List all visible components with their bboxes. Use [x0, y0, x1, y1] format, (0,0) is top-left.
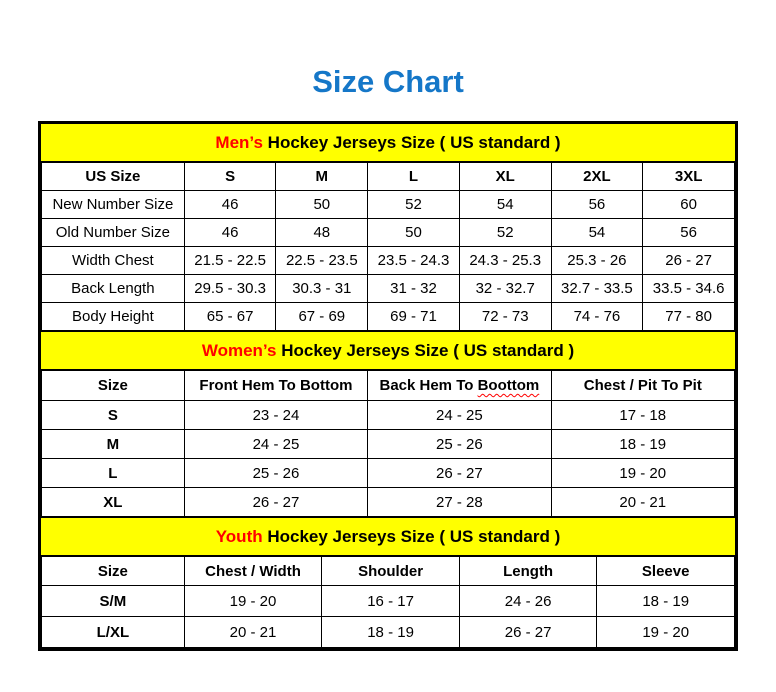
youth-size-table — [41, 556, 735, 648]
table-cell: 25 - 26 — [184, 459, 367, 488]
misspelled-word: Boottom — [477, 377, 540, 394]
column-header: Size — [42, 557, 185, 586]
table-cell: 31 - 32 — [368, 275, 460, 303]
table-row — [42, 459, 735, 488]
table-cell: 25 - 26 — [368, 430, 551, 459]
table-cell: 50 — [368, 219, 460, 247]
table-row — [42, 219, 735, 247]
table-row — [42, 247, 735, 275]
table-cell: 20 - 21 — [184, 617, 322, 648]
table-header-row — [42, 557, 735, 586]
row-label: Body Height — [42, 303, 185, 331]
youth-band-text: Hockey Jerseys Size ( US standard ) — [262, 527, 561, 546]
row-label: L — [42, 459, 185, 488]
table-row — [42, 488, 735, 517]
table-cell: 19 - 20 — [551, 459, 734, 488]
table-cell: 56 — [643, 219, 735, 247]
table-cell: 67 - 69 — [276, 303, 368, 331]
table-cell: 24 - 26 — [459, 586, 597, 617]
row-label: Back Length — [42, 275, 185, 303]
table-cell: 77 - 80 — [643, 303, 735, 331]
table-cell: 25.3 - 26 — [551, 247, 643, 275]
table-cell: 24 - 25 — [368, 401, 551, 430]
column-header: 2XL — [551, 163, 643, 191]
table-cell: 20 - 21 — [551, 488, 734, 517]
table-cell: 17 - 18 — [551, 401, 734, 430]
column-header-text: Back Hem To — [379, 377, 478, 394]
table-cell: 16 - 17 — [322, 586, 460, 617]
table-cell: 18 - 19 — [551, 430, 734, 459]
table-cell: 22.5 - 23.5 — [276, 247, 368, 275]
table-cell: 29.5 - 30.3 — [184, 275, 276, 303]
column-header: S — [184, 163, 276, 191]
table-cell: 24 - 25 — [184, 430, 367, 459]
table-cell: 54 — [551, 219, 643, 247]
column-header — [368, 371, 551, 401]
table-row — [42, 586, 735, 617]
row-label: S — [42, 401, 185, 430]
mens-band-text: Hockey Jerseys Size ( US standard ) — [262, 133, 561, 152]
table-cell: 74 - 76 — [551, 303, 643, 331]
table-cell: 26 - 27 — [368, 459, 551, 488]
table-cell: 24.3 - 25.3 — [459, 247, 551, 275]
size-chart-table — [38, 121, 738, 651]
row-label: S/M — [42, 586, 185, 617]
column-header: Chest / Width — [184, 557, 322, 586]
table-row — [42, 275, 735, 303]
column-header: 3XL — [643, 163, 735, 191]
column-header: US Size — [42, 163, 185, 191]
table-cell: 19 - 20 — [597, 617, 735, 648]
column-header: Size — [42, 371, 185, 401]
youth-band-accent: Youth — [215, 527, 263, 546]
row-label: Width Chest — [42, 247, 185, 275]
table-cell: 46 — [184, 219, 276, 247]
column-header: XL — [459, 163, 551, 191]
table-cell: 56 — [551, 191, 643, 219]
column-header: Sleeve — [597, 557, 735, 586]
table-cell: 48 — [276, 219, 368, 247]
row-label: XL — [42, 488, 185, 517]
table-cell: 18 - 19 — [322, 617, 460, 648]
table-cell: 26 - 27 — [643, 247, 735, 275]
table-cell: 72 - 73 — [459, 303, 551, 331]
youth-section-header — [41, 517, 735, 556]
table-cell: 19 - 20 — [184, 586, 322, 617]
table-row — [42, 617, 735, 648]
table-cell: 27 - 28 — [368, 488, 551, 517]
womens-section-header — [41, 331, 735, 370]
table-cell: 21.5 - 22.5 — [184, 247, 276, 275]
column-header: Chest / Pit To Pit — [551, 371, 734, 401]
table-row — [42, 191, 735, 219]
table-cell: 18 - 19 — [597, 586, 735, 617]
table-cell: 30.3 - 31 — [276, 275, 368, 303]
mens-section-header — [41, 124, 735, 162]
column-header: L — [368, 163, 460, 191]
table-cell: 60 — [643, 191, 735, 219]
table-cell: 23 - 24 — [184, 401, 367, 430]
row-label: Old Number Size — [42, 219, 185, 247]
table-cell: 32.7 - 33.5 — [551, 275, 643, 303]
table-row — [42, 430, 735, 459]
womens-band-accent: Women’s — [201, 341, 277, 360]
table-cell: 52 — [368, 191, 460, 219]
table-cell: 32 - 32.7 — [459, 275, 551, 303]
page-title: Size Chart — [312, 64, 464, 99]
mens-band-accent: Men’s — [215, 133, 263, 152]
row-label: New Number Size — [42, 191, 185, 219]
table-cell: 52 — [459, 219, 551, 247]
table-cell: 26 - 27 — [459, 617, 597, 648]
column-header: Length — [459, 557, 597, 586]
table-row — [42, 401, 735, 430]
womens-size-table — [41, 370, 735, 517]
table-cell: 46 — [184, 191, 276, 219]
womens-band-text: Hockey Jerseys Size ( US standard ) — [276, 341, 575, 360]
table-cell: 54 — [459, 191, 551, 219]
row-label: M — [42, 430, 185, 459]
table-cell: 23.5 - 24.3 — [368, 247, 460, 275]
mens-size-table — [41, 162, 735, 331]
table-cell: 33.5 - 34.6 — [643, 275, 735, 303]
table-cell: 69 - 71 — [368, 303, 460, 331]
row-label: L/XL — [42, 617, 185, 648]
column-header: M — [276, 163, 368, 191]
table-cell: 65 - 67 — [184, 303, 276, 331]
table-row — [42, 303, 735, 331]
table-cell: 26 - 27 — [184, 488, 367, 517]
table-header-row — [42, 163, 735, 191]
table-header-row — [42, 371, 735, 401]
table-cell: 50 — [276, 191, 368, 219]
column-header: Front Hem To Bottom — [184, 371, 367, 401]
column-header: Shoulder — [322, 557, 460, 586]
